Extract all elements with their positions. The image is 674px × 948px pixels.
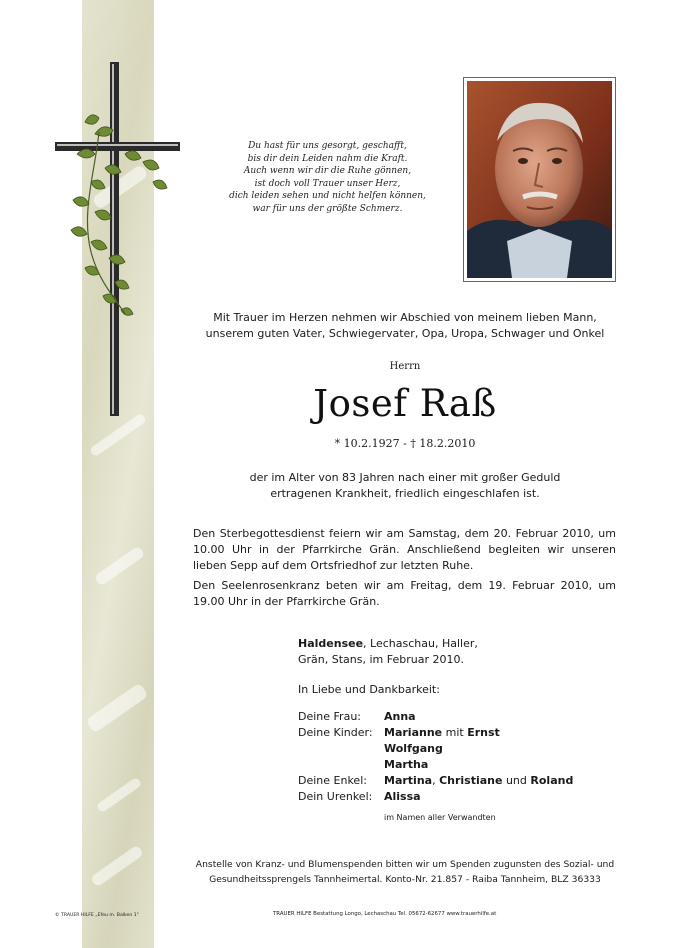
family-member: Roland (530, 774, 574, 787)
strip-texture (94, 545, 146, 586)
death-line: der im Alter von 83 Jahren nach einer mit großer Geduld (249, 471, 561, 484)
family-member: Martha (384, 758, 429, 771)
intro-line: Mit Trauer im Herzen nehmen wir Abschied von meinem lieben Mann, (213, 311, 597, 324)
portrait-image (467, 81, 612, 278)
place-rest: , Lechaschau, Haller, (363, 637, 478, 650)
death-description (185, 470, 625, 502)
family-member: Martina (384, 774, 433, 787)
place-and-date (298, 636, 478, 668)
strip-texture (96, 777, 143, 814)
intro-line: unserem guten Vater, Schwiegervater, Opa, Uropa, Schwager und Onkel (205, 327, 605, 340)
strip-texture (85, 683, 148, 734)
family-connector: , (432, 774, 440, 787)
intro-text (185, 310, 625, 342)
deceased-name: Josef Raß (313, 382, 497, 425)
poem-line: Du hast für uns gesorgt, geschafft, (248, 141, 407, 151)
place-main: Haldensee (298, 637, 364, 650)
family-row-grandchildren (298, 773, 573, 789)
family-connector: mit (442, 726, 468, 739)
family-member: Wolfgang (384, 742, 443, 755)
design-copyright: © TRAUER HILFE „Efeu m. Balken 1" (55, 913, 139, 918)
family-row-children-cont (298, 741, 573, 757)
family-row-children-cont (298, 757, 573, 773)
strip-texture (90, 844, 144, 887)
love-gratitude-line: In Liebe und Dankbarkeit: (298, 683, 440, 696)
donation-request (185, 857, 625, 887)
family-label: Deine Kinder: (298, 726, 373, 739)
death-line: ertragenen Krankheit, friedlich eingeschlafen ist. (270, 487, 540, 500)
family-label: Deine Frau: (298, 710, 361, 723)
rosary-text: Den Seelenrosenkranz beten wir am Freitag, dem 19. Februar 2010, um 19.00 Uhr in der Pfarrkirche Grän. (193, 579, 616, 608)
family-label: Dein Urenkel: (298, 790, 373, 803)
poem-line: war für uns der größte Schmerz. (252, 203, 403, 214)
family-row-wife (298, 709, 573, 725)
honorific: Herrn (389, 361, 421, 372)
life-dates: * 10.2.1927 - † 18.2.2010 (334, 437, 476, 450)
strip-texture (89, 413, 147, 458)
family-member: Anna (384, 710, 416, 723)
family-row-children (298, 725, 573, 741)
family-connector: und (502, 774, 531, 787)
memorial-poem (200, 140, 455, 216)
place-line2: Grän, Stans, im Februar 2010. (298, 653, 464, 666)
poem-line: bis dir dein Leiden nahm die Kraft. (247, 153, 408, 164)
cross-with-ivy-icon (55, 62, 180, 418)
poem-line: ist doch voll Trauer unser Herz, (254, 178, 401, 189)
portrait-photo (463, 77, 616, 282)
poem-line: dich leiden sehen und nicht helfen können, (229, 191, 426, 202)
family-label: Deine Enkel: (298, 774, 367, 787)
poem-line: Auch wenn wir dir die Ruhe gönnen, (243, 166, 412, 177)
family-list (298, 709, 573, 805)
donation-line: Gesundheitssprengels Tannheimertal. Konto-Nr. 21.857 - Raiba Tannheim, BLZ 36333 (209, 874, 601, 885)
funeral-service-text: Den Sterbegottesdienst feiern wir am Samstag, dem 20. Februar 2010, um 10.00 Uhr in der Pfarrkirche Grän. Anschließend begleiten wir unseren lieben Sepp auf dem Ortsfriedhof zur letzten Ruhe. (193, 527, 616, 572)
donation-line: Anstelle von Kranz- und Blumenspenden bitten wir um Spenden zugunsten des Sozial- und (195, 859, 615, 870)
family-member: Christiane (439, 774, 503, 787)
family-member: Ernst (467, 726, 500, 739)
footer-imprint: TRAUER HILFE Bestattung Longo, Lechaschau Tel. 05672-62677 www.trauerhilfe.at (273, 911, 497, 917)
family-row-greatgrandchild (298, 789, 573, 805)
family-member: Alissa (384, 790, 421, 803)
family-member: Marianne (384, 726, 443, 739)
relatives-line: im Namen aller Verwandten (384, 813, 496, 822)
